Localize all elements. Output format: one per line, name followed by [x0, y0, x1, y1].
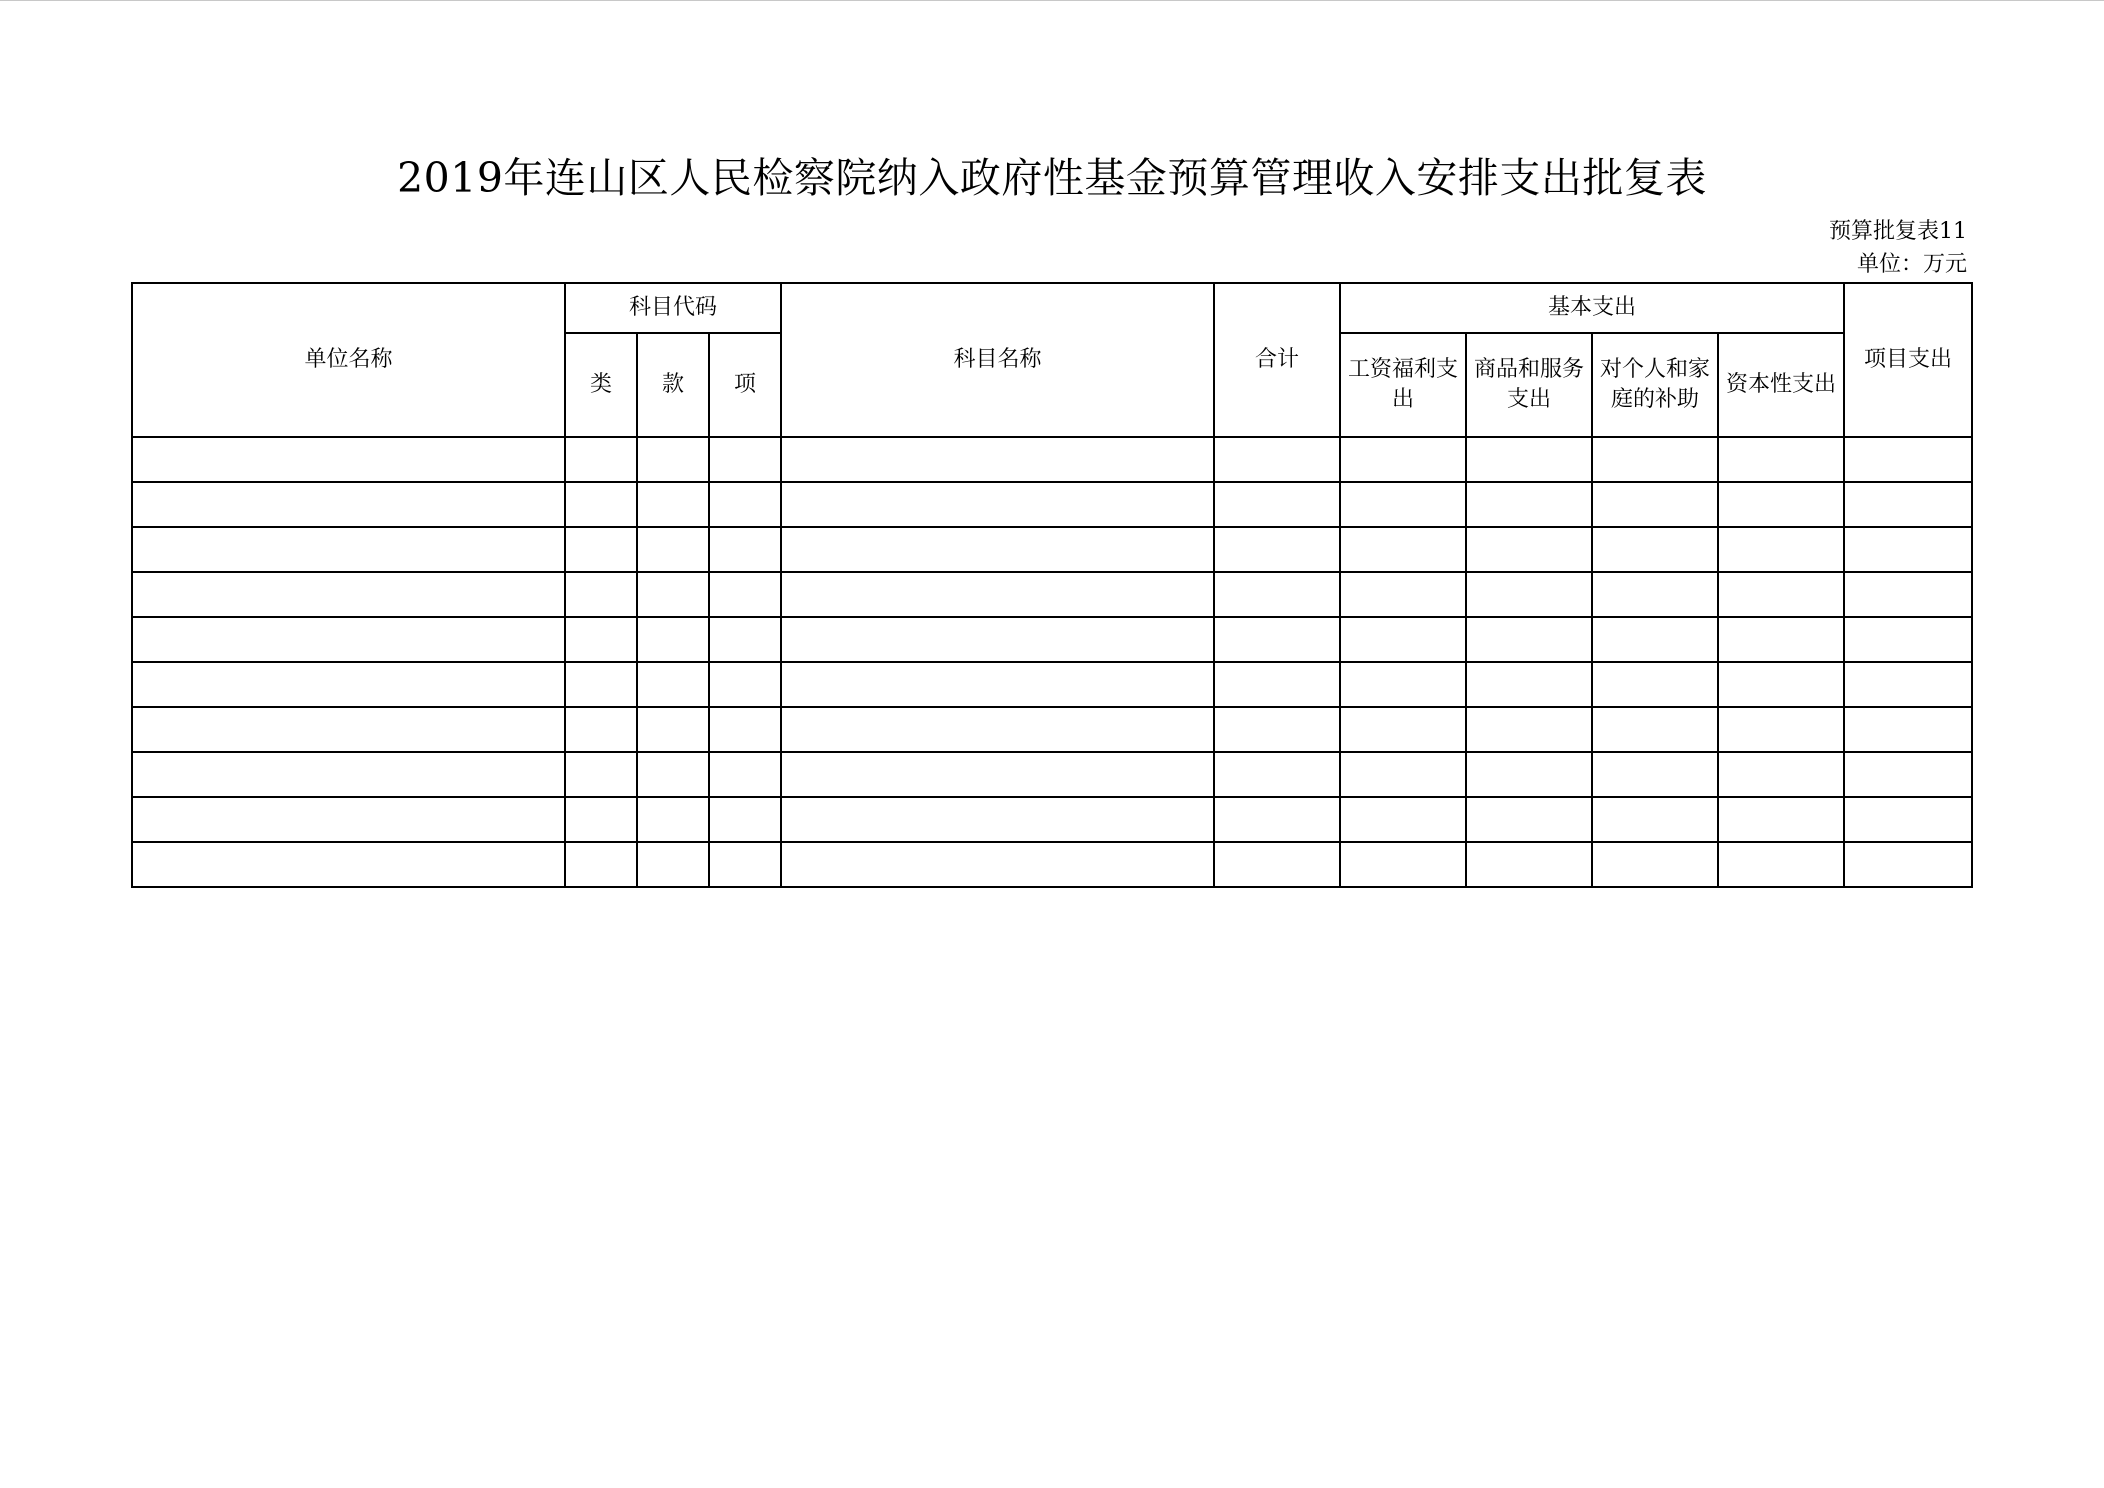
table-row [132, 617, 1972, 662]
table-cell [565, 797, 637, 842]
table-cell [781, 437, 1214, 482]
header-total: 合计 [1214, 283, 1340, 437]
table-cell [1466, 482, 1592, 527]
table-cell [1844, 482, 1972, 527]
table-cell [709, 527, 781, 572]
table-row [132, 437, 1972, 482]
table-cell [637, 662, 709, 707]
table-cell [132, 482, 565, 527]
header-subject-name: 科目名称 [781, 283, 1214, 437]
table-cell [132, 527, 565, 572]
table-cell [1466, 842, 1592, 887]
table-cell [565, 482, 637, 527]
table-cell [1844, 617, 1972, 662]
header-project-expenditure: 项目支出 [1844, 283, 1972, 437]
budget-approval-table [131, 282, 1973, 888]
table-cell [637, 707, 709, 752]
table-cell [1592, 707, 1718, 752]
table-cell [1844, 572, 1972, 617]
table-cell [565, 527, 637, 572]
table-cell [132, 662, 565, 707]
table-cell [1718, 797, 1844, 842]
table-cell [709, 752, 781, 797]
table-cell [565, 437, 637, 482]
table-cell [1340, 797, 1466, 842]
header-basic-expenditure: 基本支出 [1340, 283, 1844, 333]
table-cell [637, 572, 709, 617]
table-cell [781, 752, 1214, 797]
header-goods-services: 商品和服务支出 [1466, 333, 1592, 437]
table-cell [1718, 662, 1844, 707]
table-cell [709, 842, 781, 887]
table-row [132, 572, 1972, 617]
table-cell [1340, 752, 1466, 797]
header-lei: 类 [565, 333, 637, 437]
table-cell [709, 662, 781, 707]
top-border-line [0, 0, 2104, 1]
table-cell [781, 482, 1214, 527]
table-cell [1466, 617, 1592, 662]
table-cell [1592, 797, 1718, 842]
table-cell [1844, 662, 1972, 707]
header-xiang: 项 [709, 333, 781, 437]
table-cell [1466, 527, 1592, 572]
header-personal-family-subsidy: 对个人和家庭的补助 [1592, 333, 1718, 437]
table-cell [1340, 707, 1466, 752]
table-cell [709, 617, 781, 662]
unit-label: 单位：万元 [1856, 252, 1967, 277]
table-cell [1592, 662, 1718, 707]
table-cell [1592, 752, 1718, 797]
table-cell [1466, 752, 1592, 797]
table-cell [1340, 617, 1466, 662]
table-cell [781, 572, 1214, 617]
table-cell [1214, 617, 1340, 662]
table-cell [1466, 437, 1592, 482]
table-cell [1340, 572, 1466, 617]
table-cell [781, 527, 1214, 572]
table-cell [1844, 527, 1972, 572]
table-cell [1214, 437, 1340, 482]
table-cell [781, 797, 1214, 842]
table-cell [1340, 842, 1466, 887]
table-cell [709, 797, 781, 842]
table-cell [1718, 482, 1844, 527]
table-cell [132, 707, 565, 752]
table-cell [637, 482, 709, 527]
table-cell [565, 842, 637, 887]
table-cell [637, 437, 709, 482]
table-cell [1214, 662, 1340, 707]
table-cell [565, 707, 637, 752]
table-cell [1214, 482, 1340, 527]
table-cell [132, 842, 565, 887]
table-number-label: 预算批复表11 [1829, 219, 1967, 244]
header-row-top [132, 283, 1972, 333]
table-cell [709, 707, 781, 752]
table-row [132, 662, 1972, 707]
table-row [132, 752, 1972, 797]
table-row [132, 797, 1972, 842]
table-cell [1592, 437, 1718, 482]
table-cell [1466, 707, 1592, 752]
table-cell [781, 662, 1214, 707]
table-cell [1466, 572, 1592, 617]
table-cell [132, 437, 565, 482]
table-row [132, 707, 1972, 752]
table-cell [1592, 482, 1718, 527]
table-cell [1592, 617, 1718, 662]
header-kuan: 款 [637, 333, 709, 437]
table-row [132, 842, 1972, 887]
table-cell [1214, 707, 1340, 752]
table-cell [132, 572, 565, 617]
table-cell [1592, 527, 1718, 572]
table-cell [781, 842, 1214, 887]
header-subject-code: 科目代码 [565, 283, 781, 333]
table-cell [1718, 842, 1844, 887]
table-row [132, 527, 1972, 572]
table-cell [1718, 437, 1844, 482]
table-cell [1844, 842, 1972, 887]
table-cell [132, 752, 565, 797]
table-cell [1718, 572, 1844, 617]
table-cell [1340, 527, 1466, 572]
table-cell [1718, 707, 1844, 752]
table-cell [1340, 437, 1466, 482]
table-cell [1718, 527, 1844, 572]
table-cell [637, 842, 709, 887]
table-cell [781, 617, 1214, 662]
header-unit-name: 单位名称 [132, 283, 565, 437]
table-cell [1844, 707, 1972, 752]
table-cell [1466, 797, 1592, 842]
table-cell [637, 527, 709, 572]
table-cell [1340, 482, 1466, 527]
table-cell [132, 797, 565, 842]
document-title: 2019年连山区人民检察院纳入政府性基金预算管理收入安排支出批复表 [397, 154, 1707, 202]
table-cell [565, 617, 637, 662]
table-cell [565, 752, 637, 797]
table-cell [637, 797, 709, 842]
table-row [132, 482, 1972, 527]
table-cell [781, 707, 1214, 752]
table-cell [1718, 752, 1844, 797]
table-cell [1844, 437, 1972, 482]
table-cell [1214, 572, 1340, 617]
table-cell [1844, 752, 1972, 797]
header-capital-expenditure: 资本性支出 [1718, 333, 1844, 437]
table-cell [637, 617, 709, 662]
table-cell [709, 572, 781, 617]
table-cell [565, 572, 637, 617]
table-cell [132, 617, 565, 662]
table-cell [1592, 572, 1718, 617]
table-cell [1844, 797, 1972, 842]
table-cell [1214, 797, 1340, 842]
table-cell [709, 482, 781, 527]
table-cell [1214, 842, 1340, 887]
table-cell [1592, 842, 1718, 887]
table-cell [1214, 752, 1340, 797]
table-cell [709, 437, 781, 482]
header-salary-welfare: 工资福利支出 [1340, 333, 1466, 437]
table-cell [565, 662, 637, 707]
table-body [132, 437, 1972, 887]
table-cell [637, 752, 709, 797]
table-cell [1340, 662, 1466, 707]
table-cell [1718, 617, 1844, 662]
table-cell [1214, 527, 1340, 572]
table-cell [1466, 662, 1592, 707]
